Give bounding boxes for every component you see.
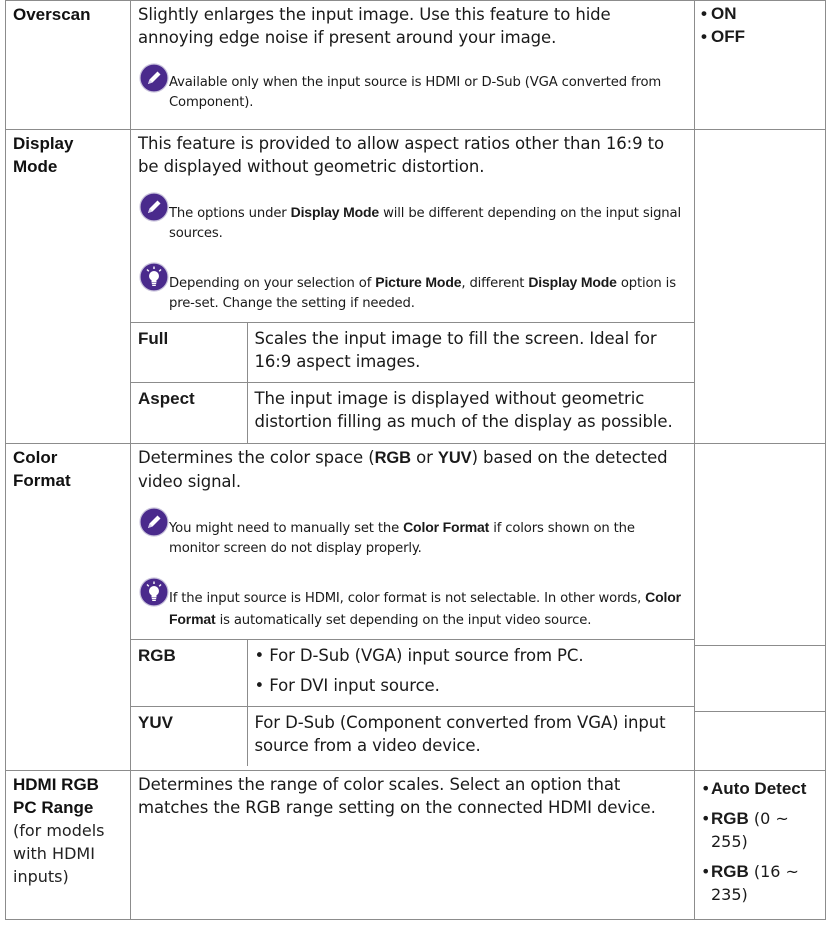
description-cell: [131, 443, 695, 770]
feature-cell: [6, 443, 131, 770]
tip-text: If the input source is HDMI, color format is not selectable. In other words, Color Format is automatically set depending on the input video source.: [169, 588, 681, 628]
feature-description: Slightly enlarges the input image. Use this feature to hide annoying edge noise if present around your image.: [138, 5, 611, 47]
option-rgb-16-235: •RGB (16 ~ 235): [701, 861, 799, 904]
pencil-note-icon: [139, 63, 169, 93]
suboption-row-full: [131, 323, 694, 383]
lightbulb-tip-icon: [139, 262, 169, 292]
option-off: • OFF: [701, 27, 745, 46]
description-cell: [131, 130, 695, 444]
options-list: [701, 771, 819, 906]
feature-cell: [6, 130, 131, 444]
suboption-label: Full: [138, 329, 169, 348]
suboption-description: The input image is displayed without geometric distortion filling as much of the display as possible.: [254, 389, 673, 431]
tip-text: Depending on your selection of Picture Mode, different Display Mode option is pre-set. Change the setting if needed.: [169, 274, 676, 311]
feature-name: HDMI RGB PC Range: [13, 774, 99, 817]
note-text: You might need to manually set the Color Format if colors shown on the monitor screen do not display properly.: [169, 518, 635, 556]
pencil-note-icon: [139, 192, 169, 222]
suboption-label: RGB: [138, 645, 176, 665]
note-text: Available only when the input source is HDMI or D-Sub (VGA converted from Component).: [169, 75, 662, 110]
suboption-description: [255, 644, 688, 697]
note-text: The options under Display Mode will be different depending on the input signal sources.: [169, 204, 681, 241]
table-row-hdmi-rgb-pc-range: [6, 770, 826, 919]
feature-description: Determines the color space (RGB or YUV) based on the detected video signal.: [138, 447, 668, 491]
settings-document: [5, 0, 825, 920]
options-cell: [695, 1, 826, 130]
feature-description: This feature is provided to allow aspect ratios other than 16:9 to be displayed without geometric distortion.: [138, 134, 665, 176]
lightbulb-tip-icon: [139, 577, 169, 607]
description-cell: [131, 770, 695, 919]
suboption-row-rgb: [131, 639, 694, 706]
tip: [131, 577, 694, 639]
option-on: • ON: [701, 4, 737, 23]
suboption-row-aspect: [131, 383, 694, 443]
pencil-note-icon: [139, 507, 169, 537]
table-row-color-format: [6, 443, 826, 770]
display-mode-options-table: [131, 322, 694, 443]
suboption-label: YUV: [138, 712, 173, 732]
settings-table: [5, 0, 826, 920]
feature-cell: [6, 770, 131, 919]
note: [131, 192, 694, 256]
feature-description: Determines the range of color scales. Select an option that matches the RGB range setting on the connected HDMI device.: [138, 774, 656, 817]
suboption-row-yuv: [131, 706, 694, 766]
options-cell: [695, 130, 826, 444]
suboption-description: Scales the input image to fill the screen. Ideal for 16:9 aspect images.: [254, 329, 657, 371]
bullet-item: • For DVI input source.: [254, 675, 440, 695]
color-format-options-table: [131, 639, 694, 767]
options-list: [701, 1, 819, 48]
note: [131, 63, 694, 123]
feature-name: Color Format: [13, 447, 71, 490]
option-auto-detect: •Auto Detect: [701, 778, 807, 798]
table-row-display-mode: [6, 130, 826, 444]
description-cell: [131, 1, 695, 130]
suboption-label: Aspect: [138, 389, 195, 408]
feature-cell: [6, 1, 131, 130]
bullet-item: • For D-Sub (VGA) input source from PC.: [254, 645, 584, 665]
feature-name: Display Mode: [13, 134, 74, 176]
feature-name: Overscan: [13, 5, 91, 24]
options-cell: [695, 443, 826, 770]
table-row-overscan: [6, 1, 826, 130]
feature-note: (for models with HDMI inputs): [13, 820, 105, 886]
options-cell: [695, 770, 826, 919]
option-rgb-0-255: •RGB (0 ~ 255): [701, 808, 789, 851]
suboption-description: For D-Sub (Component converted from VGA) input source from a video device.: [254, 712, 666, 755]
note: [131, 507, 694, 571]
tip: [131, 262, 694, 322]
